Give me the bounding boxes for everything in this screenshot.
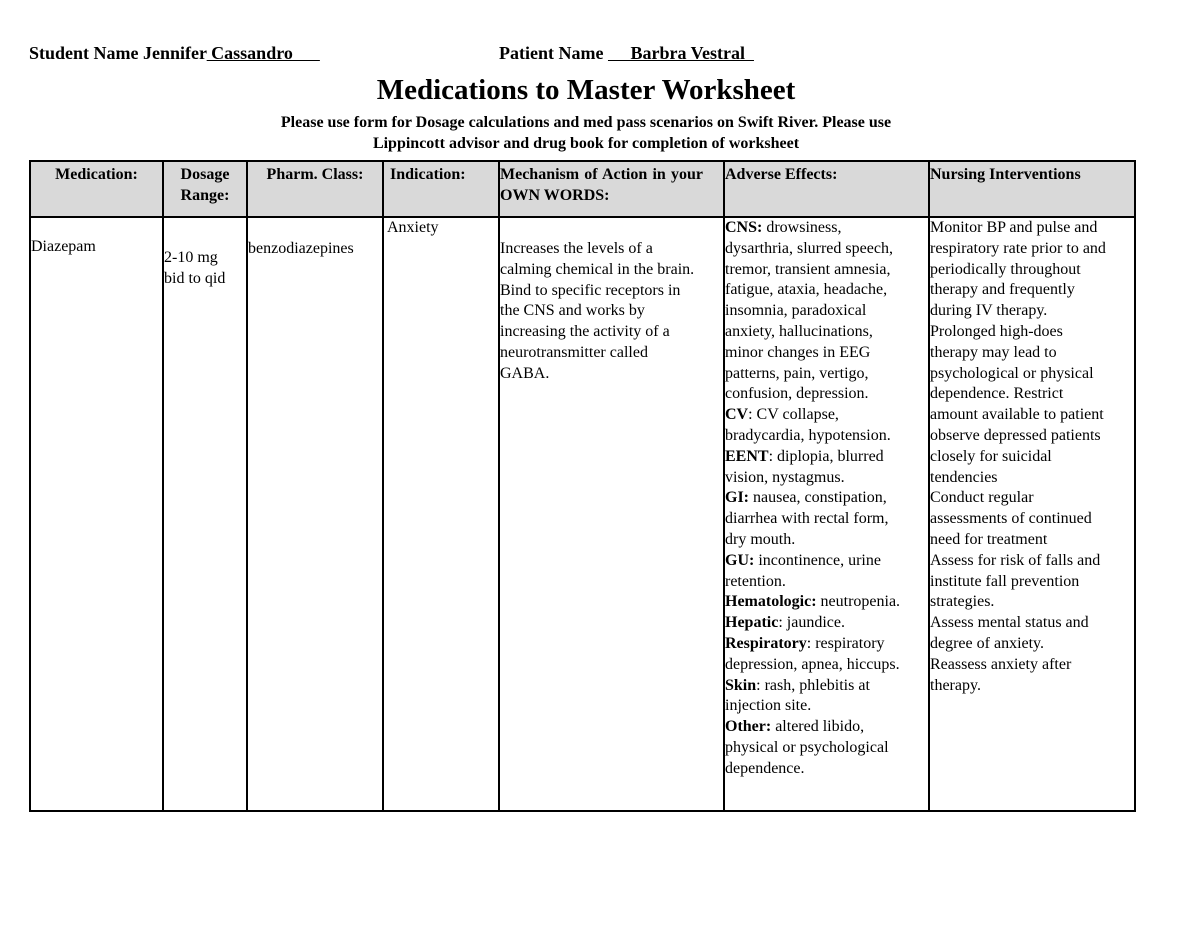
adverse-line [725, 301, 928, 322]
adverse-text: : jaundice. [778, 614, 845, 632]
adverse-line [725, 364, 928, 385]
adverse-text: confusion, depression. [725, 385, 869, 403]
adverse-line [725, 717, 928, 738]
header-medication: Medication: [30, 161, 163, 217]
nursing-line: periodically throughout [930, 260, 1081, 278]
cell-dosage [163, 217, 247, 811]
adverse-line [725, 592, 928, 613]
adverse-line [725, 218, 928, 239]
adverse-text: : CV collapse, [748, 406, 839, 424]
nursing-line: therapy may lead to [930, 343, 1057, 361]
nursing-line: therapy and frequently [930, 281, 1075, 299]
adverse-line [725, 280, 928, 301]
nursing-line: during IV therapy. [930, 302, 1048, 320]
mechanism-line: Increases the levels of a [500, 240, 653, 257]
nursing-line: strategies. [930, 593, 995, 611]
dosage-line: bid to qid [164, 269, 226, 287]
mechanism-line: Bind to specific receptors in [500, 281, 681, 299]
patient-name-value: Barbra Vestral [607, 43, 754, 63]
adverse-text: incontinence, urine [754, 551, 881, 569]
adverse-category: Other: [725, 718, 772, 736]
student-name-value: Cassandro [206, 43, 320, 63]
nursing-line: Prolonged high-does [930, 322, 1063, 340]
adverse-category: GU: [725, 551, 755, 569]
nursing-line: Reassess anxiety after [930, 655, 1072, 673]
patient-name [499, 43, 754, 64]
name-header [29, 43, 1133, 69]
adverse-category: Respiratory [725, 634, 807, 652]
adverse-text: minor changes in EEG [725, 343, 871, 361]
adverse-text: bradycardia, hypotension. [725, 426, 891, 444]
adverse-category: Hematologic: [725, 593, 817, 611]
mechanism-line: the CNS and works by [500, 302, 645, 320]
dosage-line: 2-10 mg [164, 249, 218, 266]
adverse-text: diarrhea with rectal form, [725, 510, 889, 528]
nursing-line: Assess mental status and [930, 614, 1089, 632]
adverse-text: nausea, constipation, [749, 489, 887, 507]
nursing-line: psychological or physical [930, 364, 1094, 382]
cell-indication: Anxiety [383, 217, 499, 811]
adverse-text: vision, nystagmus. [725, 468, 845, 486]
adverse-text: altered libido, [771, 718, 865, 736]
mechanism-line: calming chemical in the brain. [500, 260, 695, 278]
header-dosage-line-1: Dosage [180, 166, 230, 183]
nursing-line: amount available to patient [930, 406, 1104, 424]
nursing-line: Conduct regular [930, 489, 1034, 507]
adverse-line [725, 634, 928, 655]
header-mechanism: Mechanism of Action in your OWN WORDS: [499, 161, 724, 217]
adverse-line [725, 572, 928, 593]
adverse-line [725, 530, 928, 551]
adverse-line [725, 468, 928, 489]
adverse-category: Hepatic [725, 614, 779, 632]
adverse-text: drowsiness, [762, 219, 842, 236]
nursing-line: therapy. [930, 676, 981, 694]
cell-pharm-class: benzodiazepines [247, 217, 383, 811]
mechanism-line: GABA. [500, 364, 550, 382]
header-nursing-interventions: Nursing Interventions [929, 161, 1135, 217]
adverse-text: dependence. [725, 759, 805, 777]
cell-nursing-interventions [929, 217, 1135, 811]
adverse-text: fatigue, ataxia, headache, [725, 281, 888, 299]
adverse-text: dysarthria, slurred speech, [725, 239, 893, 257]
adverse-line [725, 613, 928, 634]
adverse-text: tremor, transient amnesia, [725, 260, 891, 278]
nursing-line: institute fall prevention [930, 572, 1080, 590]
adverse-line [725, 509, 928, 530]
adverse-line [725, 343, 928, 364]
adverse-line [725, 426, 928, 447]
adverse-text: neutropenia. [816, 593, 901, 611]
adverse-line [725, 738, 928, 759]
adverse-text: anxiety, hallucinations, [725, 322, 873, 340]
adverse-line [725, 405, 928, 426]
adverse-text: physical or psychological [725, 738, 889, 756]
adverse-category: GI: [725, 489, 749, 507]
adverse-category: EENT [725, 447, 769, 465]
nursing-line: respiratory rate prior to and [930, 239, 1106, 257]
adverse-text: : rash, phlebitis at [756, 676, 870, 694]
adverse-line [725, 322, 928, 343]
adverse-text: : diplopia, blurred [768, 447, 884, 465]
adverse-text: injection site. [725, 697, 812, 715]
nursing-line: assessments of continued [930, 510, 1092, 528]
nursing-line: tendencies [930, 468, 998, 486]
adverse-line [725, 384, 928, 405]
mechanism-line: neurotransmitter called [500, 343, 648, 361]
nursing-line: observe depressed patients [930, 426, 1101, 444]
adverse-text: : respiratory [806, 634, 885, 652]
adverse-category: Skin [725, 676, 757, 694]
adverse-category: CNS: [725, 219, 763, 236]
adverse-line [725, 488, 928, 509]
mechanism-line: increasing the activity of a [500, 323, 670, 341]
header-adverse-effects: Adverse Effects: [724, 161, 929, 217]
header-dosage-line-2: Range: [180, 187, 230, 204]
worksheet-title: Medications to Master Worksheet [376, 74, 796, 106]
header-pharm-class: Pharm. Class: [247, 161, 383, 217]
medication-table [29, 160, 1136, 812]
nursing-line: degree of anxiety. [930, 634, 1045, 652]
adverse-text: dry mouth. [725, 530, 796, 548]
adverse-text: patterns, pain, vertigo, [725, 364, 869, 382]
adverse-text: depression, apnea, hiccups. [725, 655, 900, 673]
cell-medication: Diazepam [30, 217, 163, 811]
nursing-line: need for treatment [930, 530, 1048, 548]
adverse-line [725, 551, 928, 572]
adverse-line [725, 260, 928, 281]
adverse-text: retention. [725, 572, 786, 590]
table-header-row [30, 161, 1135, 217]
worksheet-instructions [0, 112, 1172, 154]
header-indication: Indication: [383, 161, 499, 217]
adverse-line [725, 447, 928, 468]
student-name-label: Student Name Jennifer [29, 43, 207, 63]
adverse-line [725, 676, 928, 697]
adverse-line [725, 759, 928, 780]
table-row [30, 217, 1135, 811]
instructions-line-1: Please use form for Dosage calculations and med pass scenarios on Swift River. Please use [280, 114, 892, 131]
adverse-text: insomnia, paradoxical [725, 302, 867, 320]
adverse-line [725, 655, 928, 676]
nursing-line: Monitor BP and pulse and [930, 219, 1098, 236]
adverse-line [725, 696, 928, 717]
instructions-line-2: Lippincott advisor and drug book for completion of worksheet [372, 135, 800, 152]
nursing-line: dependence. Restrict [930, 385, 1064, 403]
nursing-line: closely for suicidal [930, 447, 1052, 465]
adverse-category: CV [725, 406, 749, 424]
patient-name-label: Patient Name [499, 43, 608, 63]
cell-mechanism [499, 217, 724, 811]
adverse-line [725, 239, 928, 260]
nursing-line: Assess for risk of falls and [930, 551, 1101, 569]
student-name [29, 43, 320, 64]
header-dosage-range [163, 161, 247, 217]
cell-adverse-effects [724, 217, 929, 811]
